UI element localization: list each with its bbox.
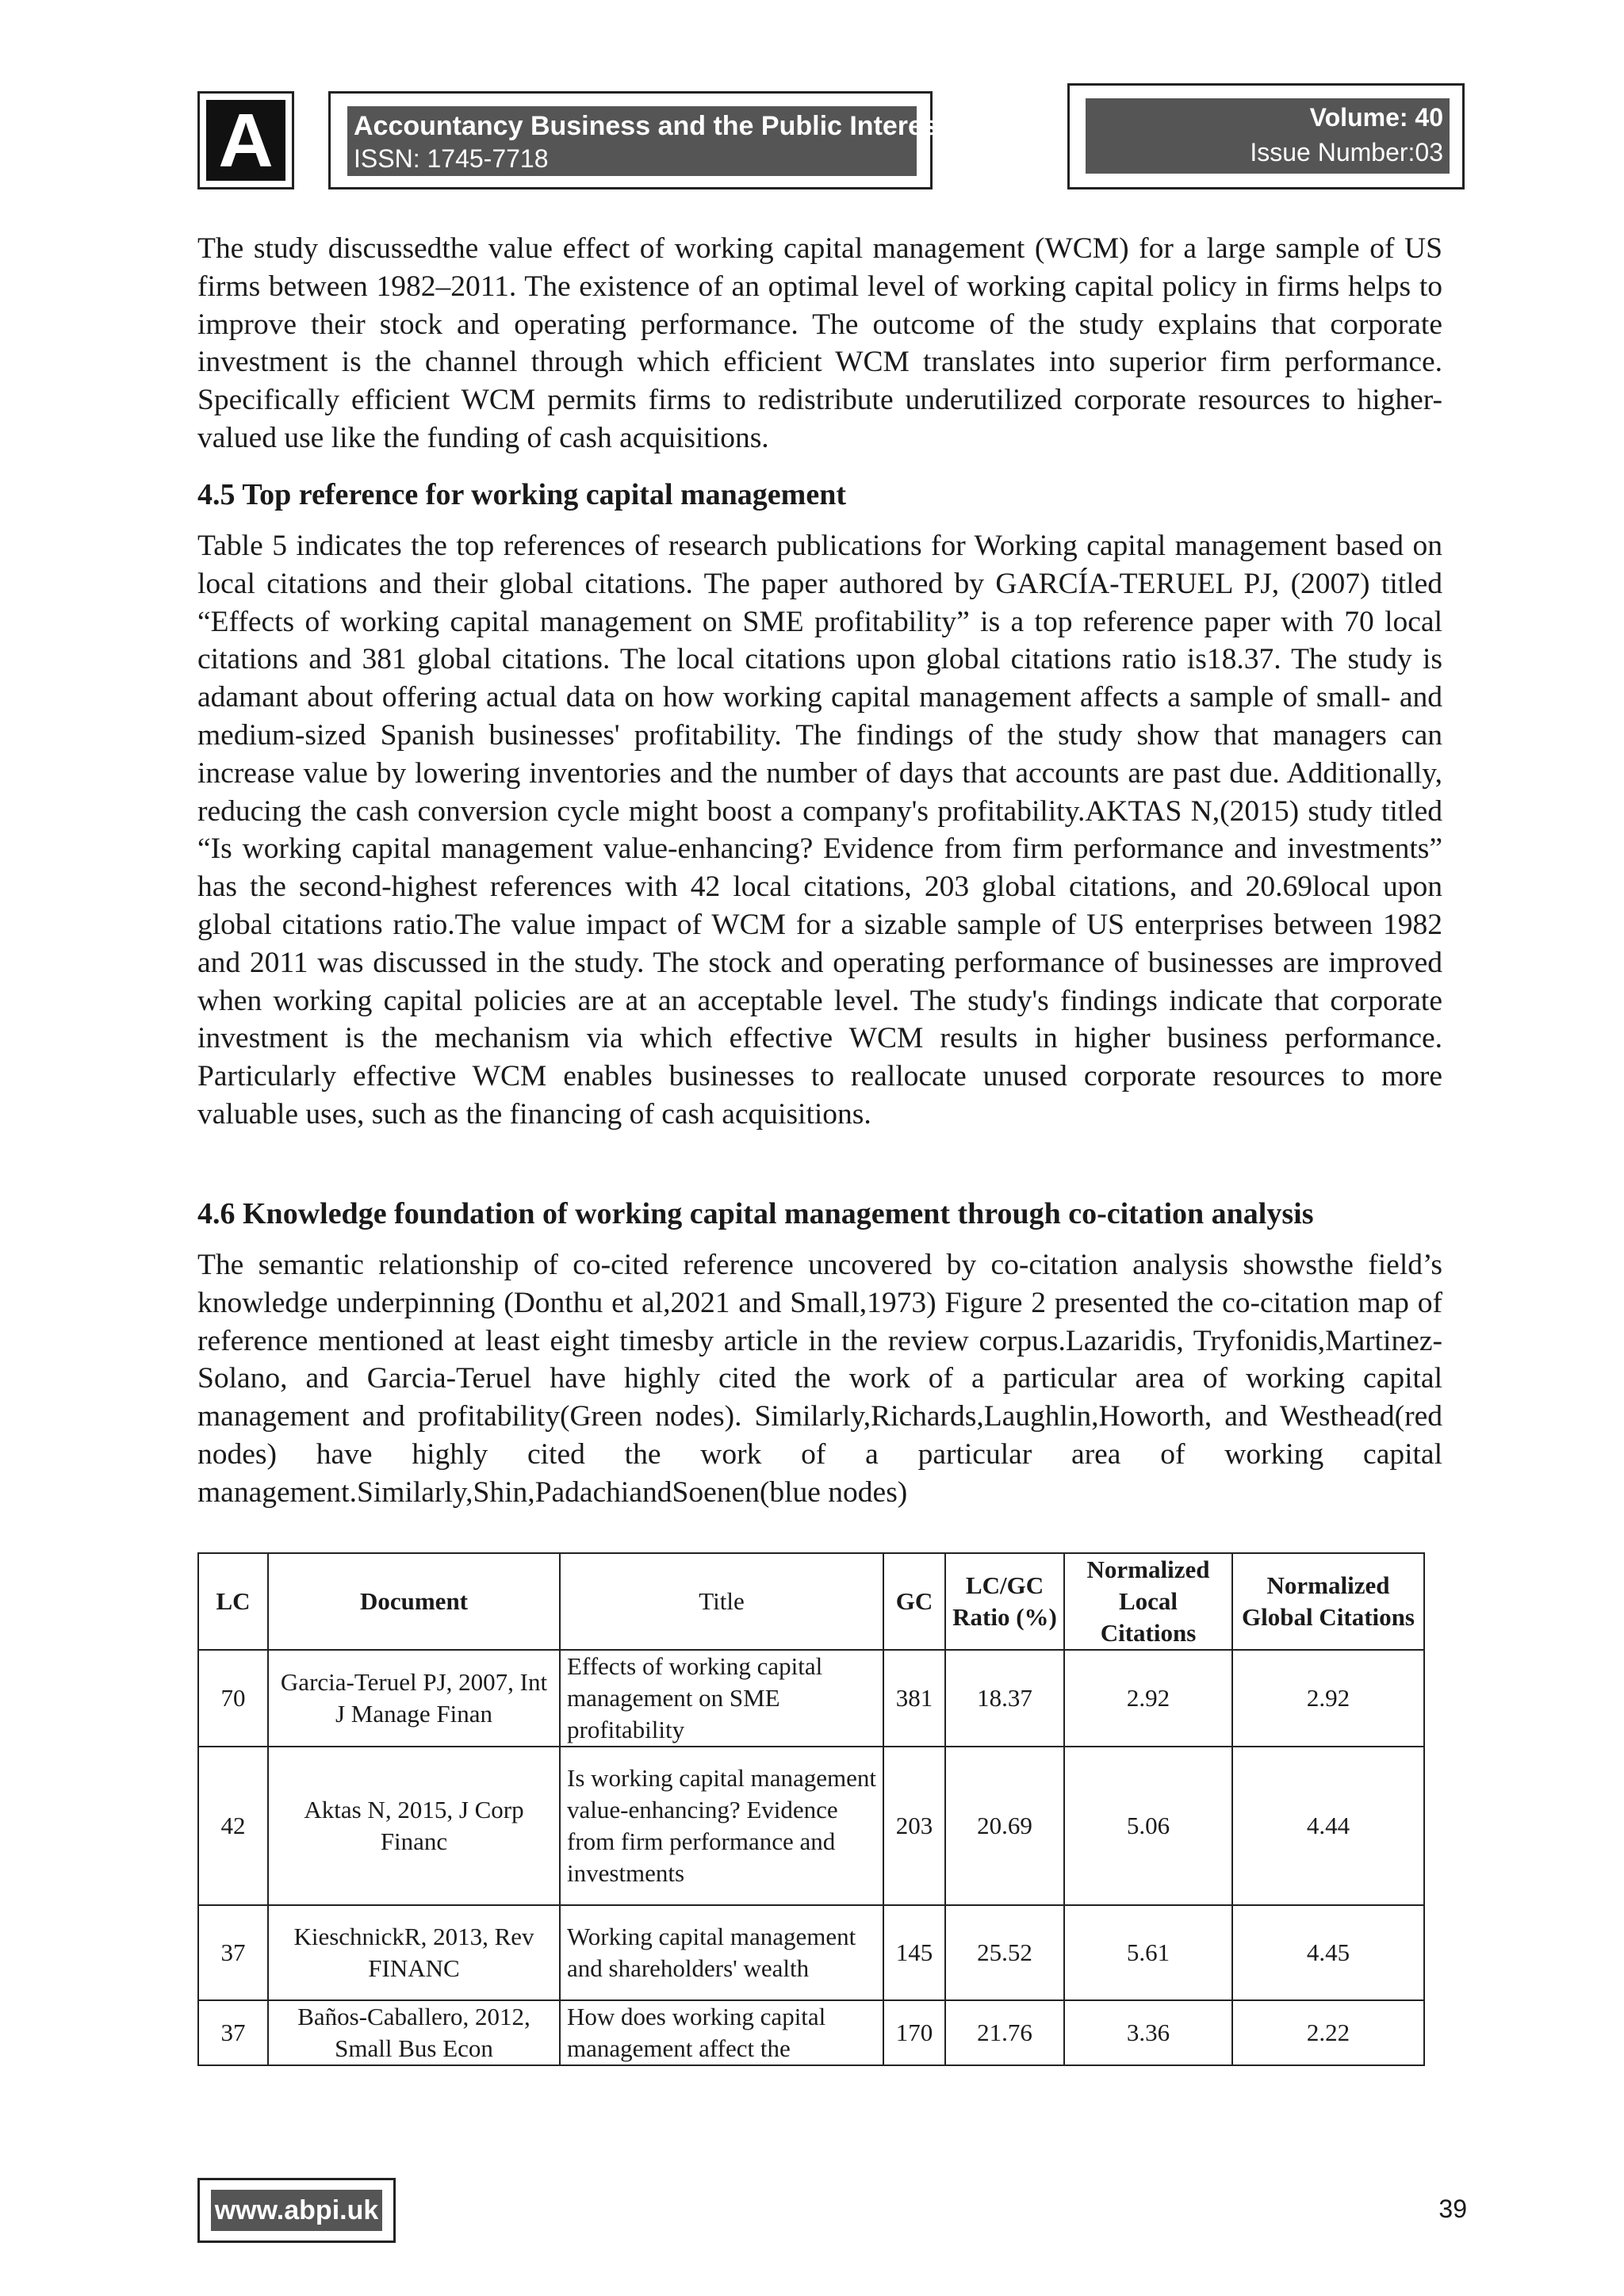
cell-document: Baños-Caballero, 2012, Small Bus Econ — [268, 2000, 560, 2065]
header-gc: GC — [883, 1553, 945, 1650]
paragraph-intro: The study discussedthe value effect of working capital management (WCM) for a large sample of US firms between 1982–2011. The existence of an optimal level of working capital policy in firms helps to improve their stock and operating performance. The outcome of the study explains that corporate investment is the channel through which efficient WCM translates into superior firm performance. Specifically efficient WCM permits firms to redistribute underutilized corporate resources to higher-valued use like the funding of cash acquisitions. — [197, 232, 1442, 454]
volume-label: Volume: 40 — [1309, 103, 1443, 132]
header-title: Title — [560, 1553, 883, 1650]
cell-gc: 381 — [883, 1650, 945, 1747]
volume-info-panel — [1086, 98, 1450, 174]
cell-ratio: 21.76 — [945, 2000, 1064, 2065]
cell-normalized-global: 2.22 — [1232, 2000, 1424, 2065]
page-number: 39 — [1438, 2195, 1467, 2223]
cell-normalized-global: 4.45 — [1232, 1905, 1424, 2000]
top-references-table — [197, 1552, 1425, 2066]
cell-document: Aktas N, 2015, J Corp Financ — [268, 1747, 560, 1905]
website-badge — [197, 2178, 396, 2243]
header-normalized-local: Normalized Local Citations — [1064, 1553, 1232, 1650]
cell-normalized-local: 5.61 — [1064, 1905, 1232, 2000]
cell-gc: 145 — [883, 1905, 945, 2000]
journal-logo — [197, 91, 294, 189]
volume-info-box — [1067, 83, 1465, 189]
header-ratio: LC/GC Ratio (%) — [945, 1553, 1064, 1650]
cell-title: Effects of working capital management on SME profitability — [560, 1650, 883, 1747]
cell-lc: 70 — [198, 1650, 268, 1747]
issue-label: Issue Number:03 — [1250, 138, 1443, 166]
cell-ratio: 20.69 — [945, 1747, 1064, 1905]
cell-normalized-local: 3.36 — [1064, 2000, 1232, 2065]
cell-ratio: 25.52 — [945, 1905, 1064, 2000]
cell-normalized-local: 5.06 — [1064, 1747, 1232, 1905]
paragraph-top-references: Table 5 indicates the top references of research publications for Working capital management based on local citations and their global citations. The paper authored by GARCÍA-TERUEL PJ, (2007) titled “Effects of working capital management on SME profitability” is a top reference paper with 70 local citations and 381 global citations. The local citations upon global citations ratio is18.37. The study is adamant about offering actual data on how working capital management affects a sample of small- and medium-sized Spanish businesses' profitability. The findings of the study show that managers can increase value by lowering inventories and the number of days that accounts are past due. Additionally, reducing the cash conversion cycle might boost a company's profitability.AKTAS N,(2015) study titled “Is working capital management value-enhancing? Evidence from firm performance and investments” has the second-highest references with 42 local citations, 203 global citations, and 20.69local upon global citations ratio.The value impact of WCM for a sizable sample of US enterprises between 1982 and 2011 was discussed in the study. The stock and operating performance of businesses are improved when working capital policies are at an acceptable level. The study's findings indicate that corporate investment is the mechanism via which effective WCM results in higher business performance. Particularly effective WCM enables businesses to reallocate unused corporate resources to more valuable uses, such as the financing of cash acquisitions. — [197, 530, 1442, 1131]
journal-issn: ISSN: 1745-7718 — [354, 144, 549, 173]
logo-background — [206, 100, 285, 181]
cell-ratio: 18.37 — [945, 1650, 1064, 1747]
header-document: Document — [268, 1553, 560, 1650]
cell-document: Garcia-Teruel PJ, 2007, Int J Manage Finan — [268, 1650, 560, 1747]
section-heading-4-5: 4.5 Top reference for working capital management — [197, 478, 846, 511]
table-header-row — [198, 1553, 1424, 1650]
cell-title: Is working capital management value-enhancing? Evidence from firm performance and investments — [560, 1747, 883, 1905]
journal-info-box — [328, 91, 948, 189]
cell-title: How does working capital management affect the — [560, 2000, 883, 2065]
section-heading-4-6: 4.6 Knowledge foundation of working capital management through co-citation analysis — [197, 1197, 1314, 1230]
website-link[interactable]: www.abpi.uk — [211, 2190, 382, 2231]
cell-title: Working capital management and shareholders' wealth — [560, 1905, 883, 2000]
cell-normalized-global: 4.44 — [1232, 1747, 1424, 1905]
cell-normalized-global: 2.92 — [1232, 1650, 1424, 1747]
cell-gc: 170 — [883, 2000, 945, 2065]
table-row — [198, 2000, 1424, 2065]
cell-gc: 203 — [883, 1747, 945, 1905]
cell-lc: 42 — [198, 1747, 268, 1905]
logo-letter: A — [218, 98, 274, 183]
table-row — [198, 1747, 1424, 1905]
journal-info-panel — [347, 106, 948, 176]
cell-normalized-local: 2.92 — [1064, 1650, 1232, 1747]
table-row — [198, 1650, 1424, 1747]
cell-document: KieschnickR, 2013, Rev FINANC — [268, 1905, 560, 2000]
paragraph-co-citation: The semantic relationship of co-cited reference uncovered by co-citation analysis showsthe field’s knowledge underpinning (Donthu et al,2021 and Small,1973) Figure 2 presented the co-citation map of reference mentioned at least eight timesby article in the review corpus.Lazaridis, Tryfonidis,Martinez-Solano, and Garcia-Teruel have highly cited the work of a particular area of working capital management and profitability(Green nodes). Similarly,Richards,Laughlin,Howorth, and Westhead(red nodes) have highly cited the work of a particular area of working capital management.Similarly,Shin,PadachiandSoenen(blue nodes) — [197, 1249, 1442, 1509]
header-normalized-global: Normalized Global Citations — [1232, 1553, 1424, 1650]
cell-lc: 37 — [198, 1905, 268, 2000]
table-row — [198, 1905, 1424, 2000]
header-lc: LC — [198, 1553, 268, 1650]
journal-title: Accountancy Business and the Public Interest — [354, 111, 948, 141]
cell-lc: 37 — [198, 2000, 268, 2065]
